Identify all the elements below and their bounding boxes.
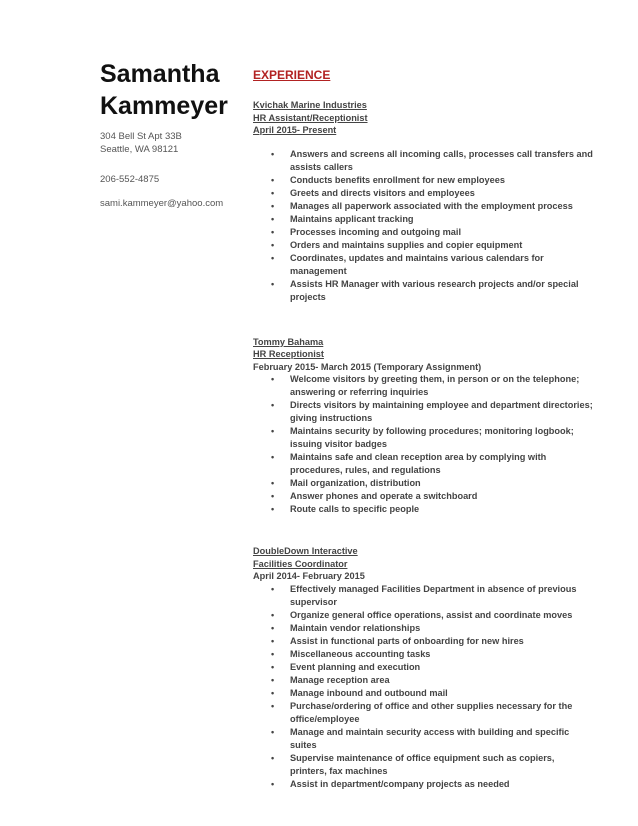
duty-item: • Assist in department/company projects as needed (290, 778, 593, 791)
duty-item: • Effectively managed Facilities Department in absence of previous supervisor (290, 583, 593, 609)
duty-item: • Purchase/ordering of office and other supplies necessary for the office/employee (290, 700, 593, 726)
duty-item: • Greets and directs visitors and employees (290, 187, 593, 200)
duties-list (253, 148, 593, 304)
address (100, 130, 240, 156)
duty-item: • Mail organization, distribution (290, 477, 593, 490)
job-role: Facilities Coordinator (253, 558, 348, 569)
job-role: HR Assistant/Receptionist (253, 112, 368, 123)
duty-item: • Maintains safe and clean reception area by complying with procedures, rules, and regulations (290, 451, 593, 477)
job-dates: April 2014- February 2015 (253, 571, 365, 581)
duty-item: • Directs visitors by maintaining employee and department directories; giving instructions (290, 399, 593, 425)
job-dates: April 2015- Present (253, 125, 337, 135)
duty-item: • Manage inbound and outbound mail (290, 687, 593, 700)
duty-item: • Supervise maintenance of office equipment such as copiers, printers, fax machines (290, 752, 593, 778)
duty-item: • Coordinates, updates and maintains various calendars for management (290, 252, 593, 278)
company-name: Kvichak Marine Industries (253, 100, 367, 110)
experience-section (253, 67, 593, 791)
job-entry (253, 336, 593, 517)
duty-item: • Maintain vendor relationships (290, 622, 593, 635)
duty-item: • Answers and screens all incoming calls, processes call transfers and assists callers (290, 148, 593, 174)
company-name: Tommy Bahama (253, 336, 324, 347)
contact-column (100, 58, 240, 210)
duty-item: • Maintains security by following procedures; monitoring logbook; issuing visitor badges (290, 425, 593, 451)
first-name: Samantha (100, 60, 220, 88)
duty-item: • Miscellaneous accounting tasks (290, 648, 593, 661)
company-name: DoubleDown Interactive (253, 546, 358, 556)
duty-item: • Assists HR Manager with various research projects and/or special projects (290, 278, 593, 304)
duty-item: • Orders and maintains supplies and copier equipment (290, 239, 593, 252)
duty-item: • Manage and maintain security access with building and specific suites (290, 726, 593, 752)
duties-list (253, 373, 593, 516)
phone-number: 206-552-4875 (100, 174, 160, 185)
job-entry (253, 99, 593, 304)
duty-item: • Answer phones and operate a switchboard (290, 490, 593, 503)
last-name: Kammeyer (100, 92, 228, 120)
duty-item: • Assist in functional parts of onboarding for new hires (290, 635, 593, 648)
duty-item: • Organize general office operations, assist and coordinate moves (290, 609, 593, 622)
experience-heading: EXPERIENCE (253, 68, 331, 82)
duty-item: • Processes incoming and outgoing mail (290, 226, 593, 239)
duty-item: • Route calls to specific people (290, 503, 593, 516)
duty-item: • Maintains applicant tracking (290, 213, 593, 226)
duty-item: • Manage reception area (290, 674, 593, 687)
duty-item: • Manages all paperwork associated with the employment process (290, 200, 593, 213)
job-role: HR Receptionist (253, 349, 324, 359)
duty-item: • Conducts benefits enrollment for new employees (290, 174, 593, 187)
email-address: sami.kammeyer@yahoo.com (100, 198, 224, 209)
job-entry (253, 545, 593, 791)
address-line-1: 304 Bell St Apt 33B (100, 131, 182, 142)
duty-item: • Welcome visitors by greeting them, in person or on the telephone; answering or referring inquiries (290, 373, 593, 399)
job-dates: February 2015- March 2015 (Temporary Assignment) (253, 361, 482, 372)
duties-list (253, 583, 593, 791)
address-line-2: Seattle, WA 98121 (100, 144, 179, 155)
duty-item: • Event planning and execution (290, 661, 593, 674)
